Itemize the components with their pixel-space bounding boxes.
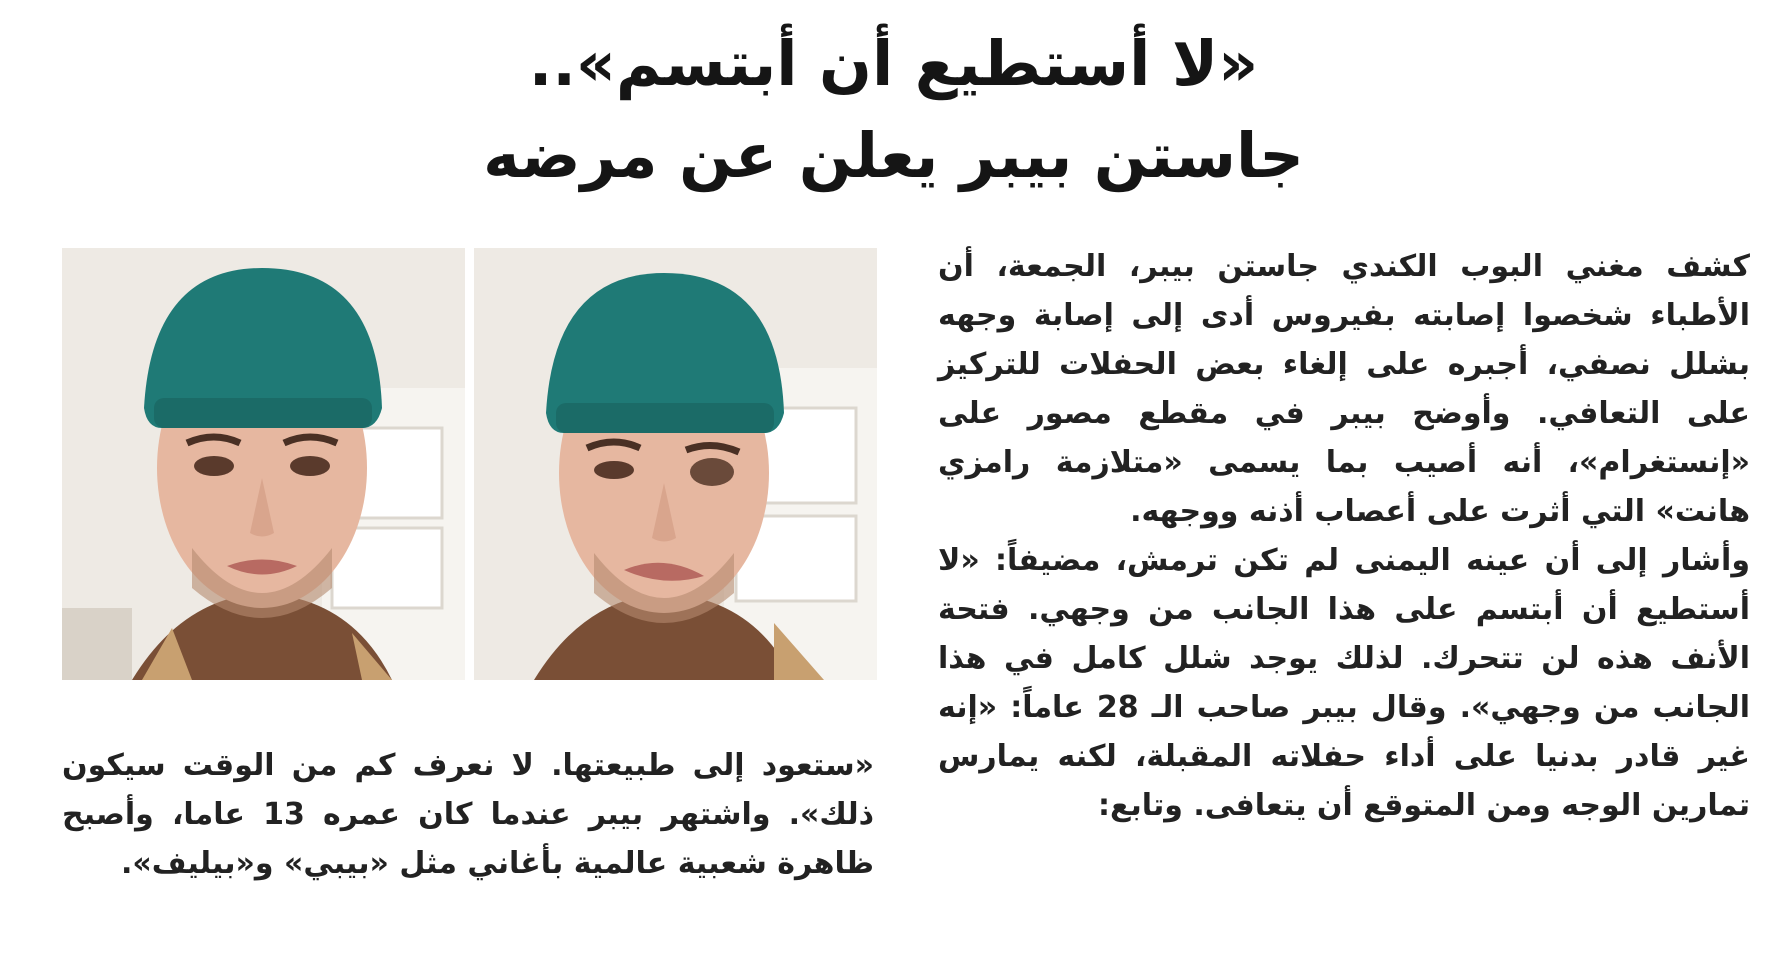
article-paragraph-2: وأشار إلى أن عينه اليمنى لم تكن ترمش، مضيفاً: «لا أستطيع أن أبتسم على هذا الجانب من وجهي. فتحة الأنف هذه لن تتحرك. لذلك يوجد شلل كامل في هذا الجانب من وجهي». وقال بيبر صاحب الـ 28 عاماً: «إنه غير قادر بدنيا على أداء حفلاته المقبلة، لكنه يمارس تمارين الوجه ومن المتوقع أن يتعافى. وتابع: bbox=[938, 543, 1750, 823]
portrait-image bbox=[62, 248, 465, 680]
headline-line-2: جاستن بيبر يعلن عن مرضه bbox=[483, 119, 1304, 192]
photo-left bbox=[62, 248, 465, 680]
headline bbox=[0, 18, 1787, 202]
article-column-right bbox=[938, 242, 1750, 830]
article-paragraph-3: «ستعود إلى طبيعتها. لا نعرف كم من الوقت سيكون ذلك». واشتهر بيبر عندما كان عمره 13 عاما، وأصبح ظاهرة شعبية عالمية بأغاني مثل «بيبي» و«بيليف». bbox=[62, 748, 875, 881]
photo-right bbox=[474, 248, 877, 680]
headline-line-1: «لا أستطيع أن أبتسم».. bbox=[528, 27, 1259, 100]
portrait-image-paralysis bbox=[474, 248, 877, 680]
article-paragraph-1: كشف مغني البوب الكندي جاستن بيبر، الجمعة، أن الأطباء شخصوا إصابته بفيروس أدى إلى إصابة وجهه بشلل نصفي، أجبره على إلغاء بعض الحفلات للتركيز على التعافي. وأوضح بيبر في مقطع مصور على «إنستغرام»، أنه أصيب بما يسمى «متلازمة رامزي هانت» التي أثرت على أعصاب أذنه ووجهه. bbox=[938, 249, 1750, 529]
article-column-left bbox=[62, 741, 874, 888]
